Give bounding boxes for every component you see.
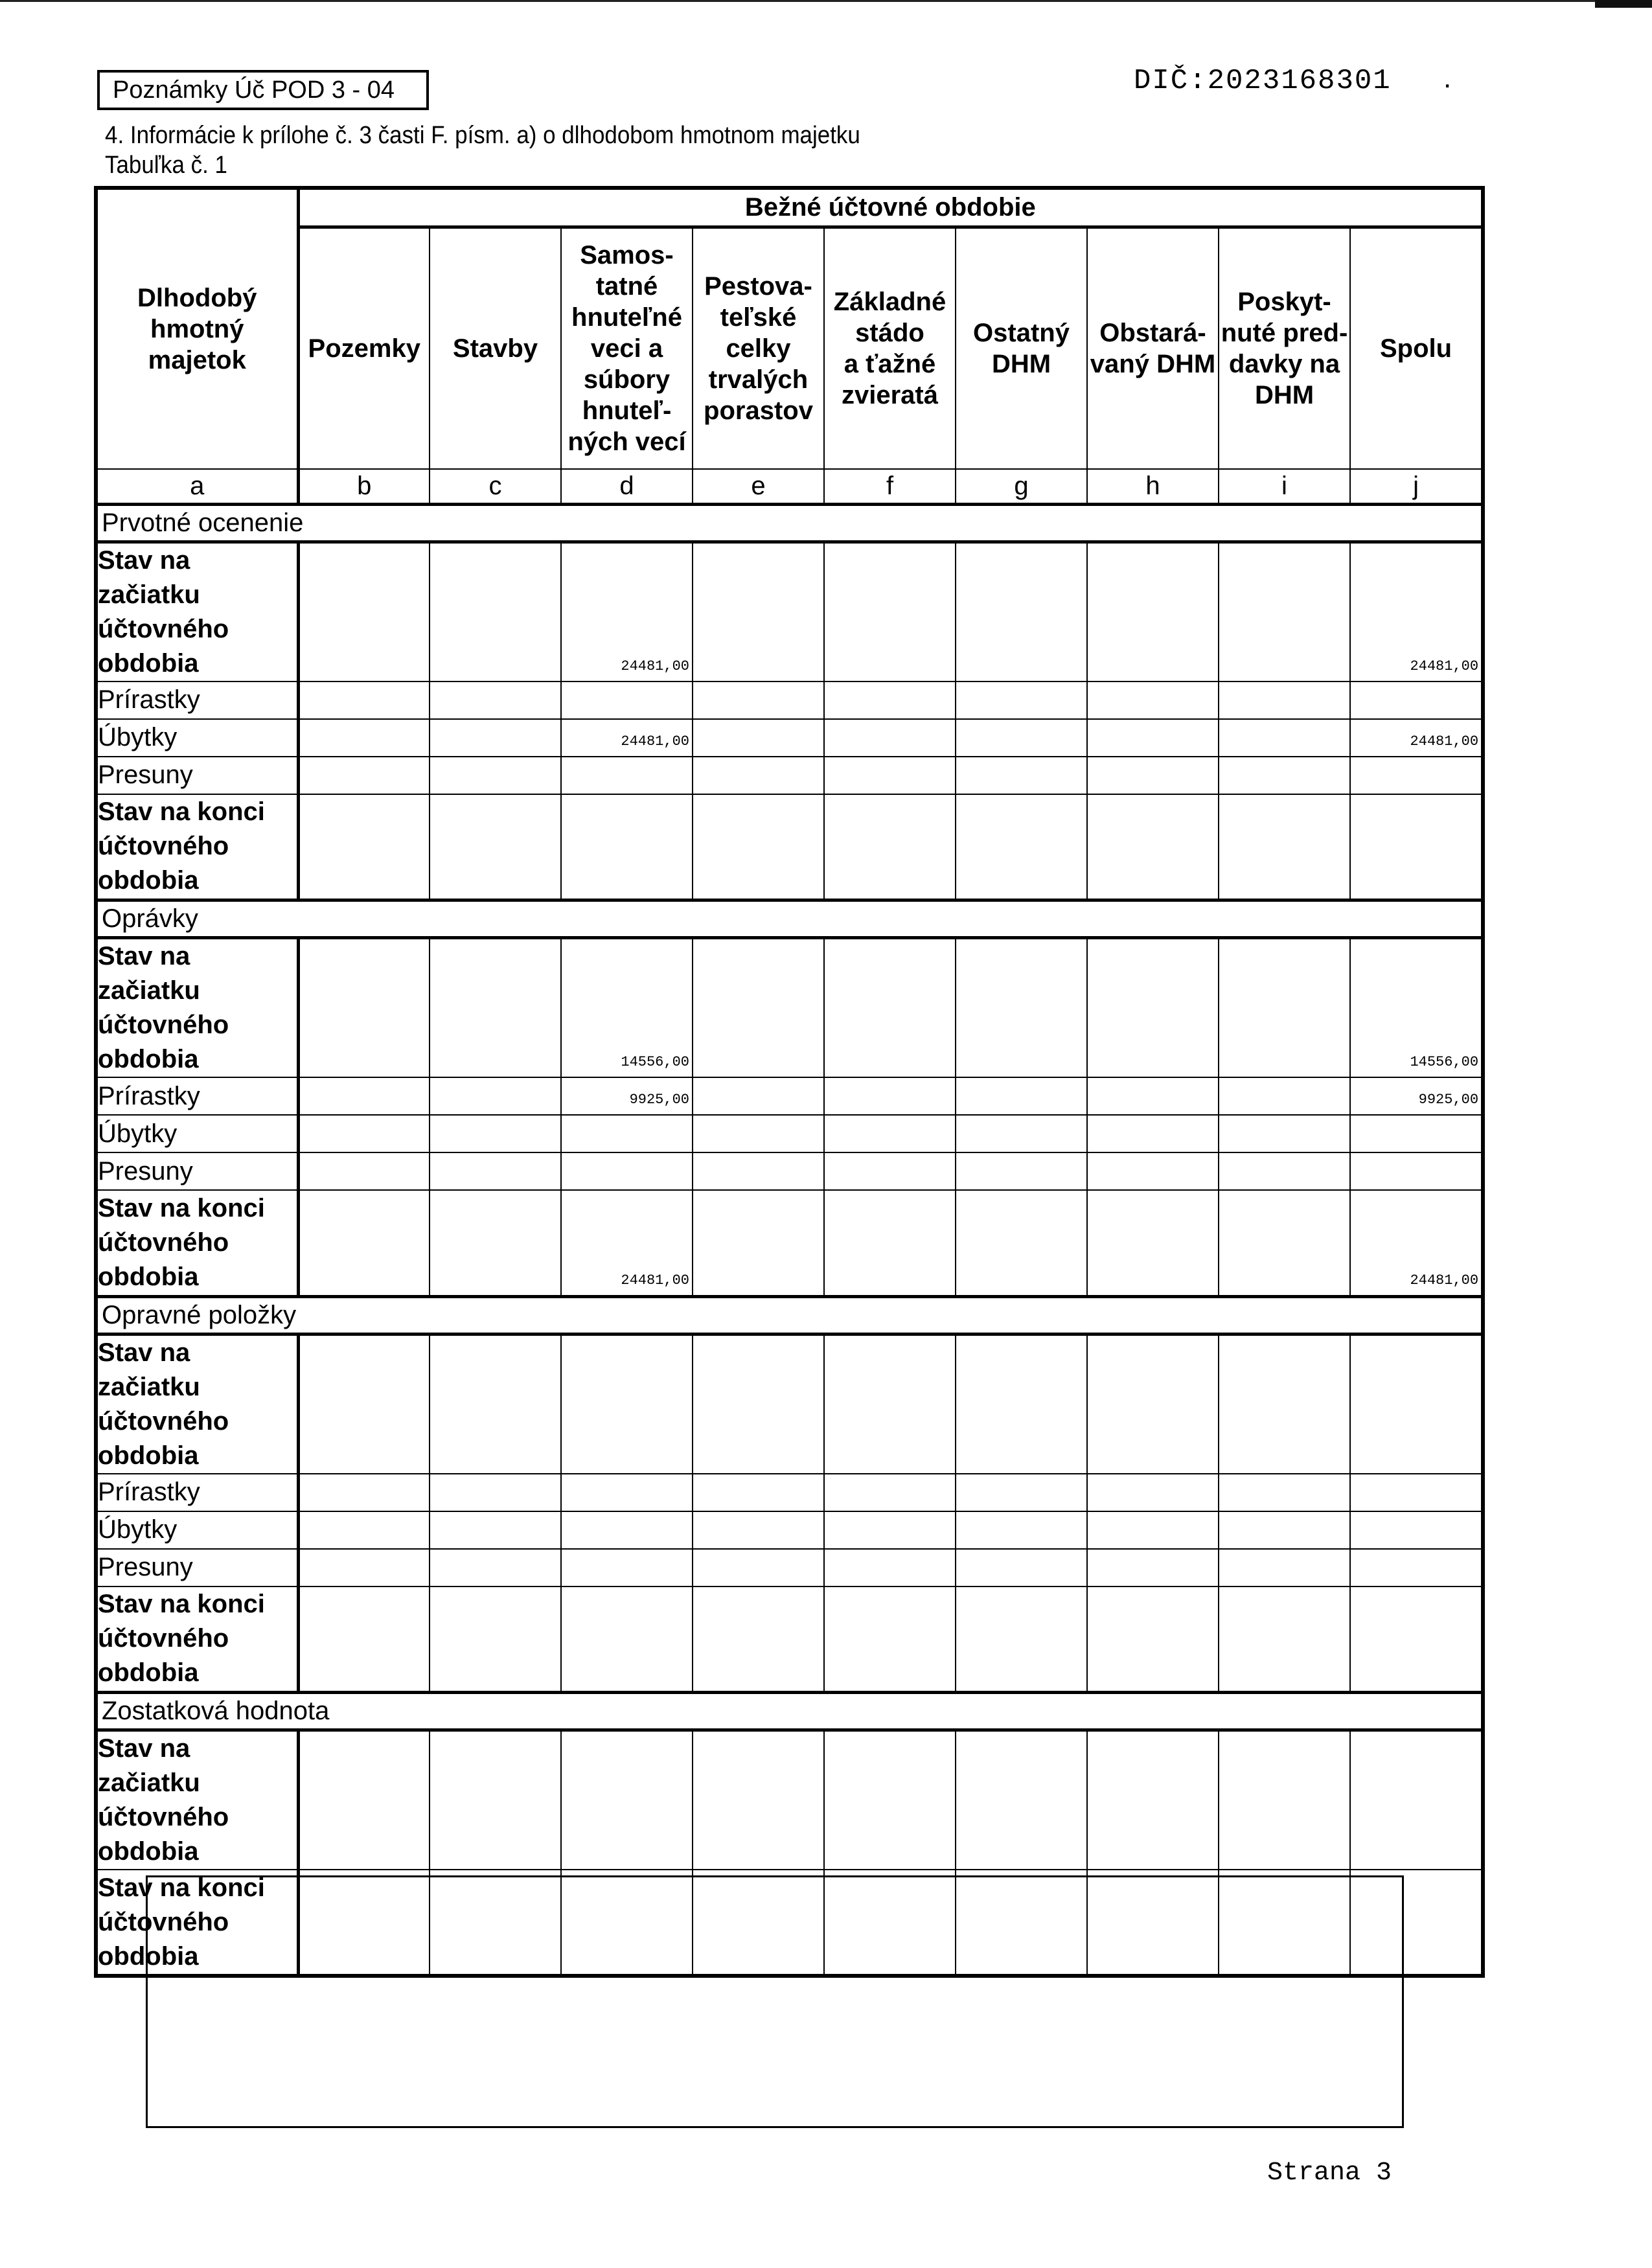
value-d: 9925,00 bbox=[629, 1092, 689, 1108]
value-cell-h[interactable] bbox=[1087, 1334, 1219, 1474]
value-cell-b[interactable] bbox=[298, 1077, 430, 1115]
value-cell-i[interactable] bbox=[1219, 794, 1350, 900]
value-cell-j[interactable] bbox=[1350, 1511, 1483, 1549]
value-cell-b[interactable] bbox=[298, 1474, 430, 1511]
value-cell-i[interactable] bbox=[1219, 542, 1350, 682]
value-cell-d[interactable] bbox=[561, 1511, 693, 1549]
value-cell-b[interactable] bbox=[298, 1549, 430, 1586]
value-cell-b[interactable] bbox=[298, 719, 430, 757]
column-header-d: Samos- tatné hnuteľné veci a súbory hnuteľ- ných vecí bbox=[561, 227, 693, 469]
value-cell-g[interactable] bbox=[956, 1115, 1087, 1152]
value-d: 14556,00 bbox=[621, 1054, 689, 1070]
value-cell-e[interactable] bbox=[693, 757, 824, 794]
section-row bbox=[96, 1296, 1483, 1334]
value-cell-e[interactable] bbox=[693, 794, 824, 900]
row-label: Úbytky bbox=[96, 719, 298, 757]
column-letter-d: d bbox=[561, 469, 693, 504]
value-cell-i[interactable] bbox=[1219, 1077, 1350, 1115]
value-cell-c[interactable] bbox=[430, 1115, 561, 1152]
value-cell-c[interactable] bbox=[430, 719, 561, 757]
value-cell-h[interactable] bbox=[1087, 719, 1219, 757]
value-cell-c[interactable] bbox=[430, 1334, 561, 1474]
value-cell-j[interactable] bbox=[1350, 1334, 1483, 1474]
value-cell-j[interactable] bbox=[1350, 1586, 1483, 1693]
column-letter-e: e bbox=[693, 469, 824, 504]
row-label: Stav na začiatku účtovného obdobia bbox=[96, 1334, 298, 1474]
value-cell-e[interactable] bbox=[693, 938, 824, 1078]
column-header-j: Spolu bbox=[1350, 227, 1483, 469]
value-cell-b[interactable] bbox=[298, 1334, 430, 1474]
value-cell-g[interactable] bbox=[956, 1152, 1087, 1190]
value-cell-h[interactable] bbox=[1087, 794, 1219, 900]
value-cell-g[interactable] bbox=[956, 719, 1087, 757]
table-row bbox=[96, 757, 1483, 794]
value-cell-e[interactable] bbox=[693, 682, 824, 719]
top-border-line bbox=[0, 0, 1652, 2]
value-cell-f[interactable] bbox=[824, 1190, 956, 1296]
table-row bbox=[96, 1511, 1483, 1549]
value-cell-d[interactable] bbox=[561, 1190, 693, 1296]
value-cell-j[interactable] bbox=[1350, 1077, 1483, 1115]
value-cell-c[interactable] bbox=[430, 1549, 561, 1586]
value-cell-g[interactable] bbox=[956, 1549, 1087, 1586]
value-j: 24481,00 bbox=[1410, 1272, 1479, 1289]
table-row bbox=[96, 794, 1483, 900]
value-cell-c[interactable] bbox=[430, 757, 561, 794]
value-cell-i[interactable] bbox=[1219, 1586, 1350, 1693]
value-cell-h[interactable] bbox=[1087, 682, 1219, 719]
value-d: 24481,00 bbox=[621, 1272, 689, 1289]
value-cell-i[interactable] bbox=[1219, 1730, 1350, 1870]
value-cell-g[interactable] bbox=[956, 1474, 1087, 1511]
value-j: 9925,00 bbox=[1418, 1092, 1479, 1108]
value-cell-f[interactable] bbox=[824, 1152, 956, 1190]
row-label: Stav na konci účtovného obdobia bbox=[96, 1190, 298, 1296]
value-cell-e[interactable] bbox=[693, 542, 824, 682]
value-cell-d[interactable] bbox=[561, 1334, 693, 1474]
value-cell-d[interactable] bbox=[561, 1730, 693, 1870]
first-column-header: Dlhodobý hmotný majetok bbox=[96, 188, 298, 469]
section-title: Opravné položky bbox=[96, 1296, 1483, 1334]
row-label: Presuny bbox=[96, 1549, 298, 1586]
value-cell-f[interactable] bbox=[824, 1115, 956, 1152]
value-d: 24481,00 bbox=[621, 733, 689, 750]
table-row bbox=[96, 1152, 1483, 1190]
value-cell-h[interactable] bbox=[1087, 1511, 1219, 1549]
header-row-columns bbox=[96, 227, 1483, 469]
value-cell-e[interactable] bbox=[693, 1549, 824, 1586]
value-d: 24481,00 bbox=[621, 658, 689, 674]
value-cell-i[interactable] bbox=[1219, 1152, 1350, 1190]
value-cell-h[interactable] bbox=[1087, 1152, 1219, 1190]
value-cell-g[interactable] bbox=[956, 938, 1087, 1078]
value-cell-d[interactable] bbox=[561, 794, 693, 900]
value-cell-g[interactable] bbox=[956, 1511, 1087, 1549]
value-cell-j[interactable] bbox=[1350, 719, 1483, 757]
column-header-g: Ostatný DHM bbox=[956, 227, 1087, 469]
value-cell-e[interactable] bbox=[693, 1474, 824, 1511]
value-cell-c[interactable] bbox=[430, 1586, 561, 1693]
value-cell-f[interactable] bbox=[824, 719, 956, 757]
value-j: 24481,00 bbox=[1410, 733, 1479, 750]
column-letter-i: i bbox=[1219, 469, 1350, 504]
value-cell-j[interactable] bbox=[1350, 794, 1483, 900]
column-letter-f: f bbox=[824, 469, 956, 504]
value-cell-f[interactable] bbox=[824, 1077, 956, 1115]
column-header-b: Pozemky bbox=[298, 227, 430, 469]
value-cell-g[interactable] bbox=[956, 1334, 1087, 1474]
value-cell-j[interactable] bbox=[1350, 1549, 1483, 1586]
value-cell-d[interactable] bbox=[561, 1474, 693, 1511]
value-cell-i[interactable] bbox=[1219, 938, 1350, 1078]
value-cell-g[interactable] bbox=[956, 542, 1087, 682]
value-cell-g[interactable] bbox=[956, 757, 1087, 794]
header-row-period bbox=[96, 188, 1483, 227]
table-row bbox=[96, 682, 1483, 719]
column-letter-b: b bbox=[298, 469, 430, 504]
value-cell-b[interactable] bbox=[298, 682, 430, 719]
row-label: Stav na začiatku účtovného obdobia bbox=[96, 938, 298, 1078]
value-cell-j[interactable] bbox=[1350, 938, 1483, 1078]
table-name: Tabuľka č. 1 bbox=[105, 152, 227, 179]
value-cell-c[interactable] bbox=[430, 542, 561, 682]
form-code-badge: Poznámky Úč POD 3 - 04 bbox=[97, 70, 429, 110]
value-cell-h[interactable] bbox=[1087, 1077, 1219, 1115]
value-cell-f[interactable] bbox=[824, 1730, 956, 1870]
value-cell-f[interactable] bbox=[824, 757, 956, 794]
value-cell-b[interactable] bbox=[298, 1511, 430, 1549]
section-row bbox=[96, 1693, 1483, 1730]
row-label: Úbytky bbox=[96, 1511, 298, 1549]
section-subtitle: 4. Informácie k prílohe č. 3 časti F. písm. a) o dlhodobom hmotnom majetku bbox=[105, 122, 860, 149]
top-corner-mark bbox=[1595, 0, 1652, 8]
tax-id: DIČ:2023168301 bbox=[1134, 65, 1392, 97]
value-cell-c[interactable] bbox=[430, 1190, 561, 1296]
value-cell-e[interactable] bbox=[693, 719, 824, 757]
value-cell-h[interactable] bbox=[1087, 1474, 1219, 1511]
value-cell-j[interactable] bbox=[1350, 1474, 1483, 1511]
table-row bbox=[96, 719, 1483, 757]
period-header: Bežné účtovné obdobie bbox=[298, 188, 1483, 227]
value-cell-j[interactable] bbox=[1350, 1152, 1483, 1190]
value-cell-i[interactable] bbox=[1219, 1549, 1350, 1586]
value-cell-d[interactable] bbox=[561, 1586, 693, 1693]
value-cell-b[interactable] bbox=[298, 794, 430, 900]
fixed-assets-table bbox=[94, 186, 1485, 1978]
value-cell-j[interactable] bbox=[1350, 757, 1483, 794]
column-letter-j: j bbox=[1350, 469, 1483, 504]
value-cell-g[interactable] bbox=[956, 1586, 1087, 1693]
row-label: Presuny bbox=[96, 757, 298, 794]
column-letter-c: c bbox=[430, 469, 561, 504]
column-letter-h: h bbox=[1087, 469, 1219, 504]
value-cell-g[interactable] bbox=[956, 1190, 1087, 1296]
value-cell-b[interactable] bbox=[298, 1115, 430, 1152]
row-label: Presuny bbox=[96, 1152, 298, 1190]
value-cell-h[interactable] bbox=[1087, 542, 1219, 682]
value-cell-f[interactable] bbox=[824, 1511, 956, 1549]
value-cell-j[interactable] bbox=[1350, 1115, 1483, 1152]
value-cell-c[interactable] bbox=[430, 1730, 561, 1870]
column-header-f: Základné stádo a ťažné zvieratá bbox=[824, 227, 956, 469]
value-cell-c[interactable] bbox=[430, 794, 561, 900]
section-row bbox=[96, 900, 1483, 938]
value-cell-j[interactable] bbox=[1350, 542, 1483, 682]
value-cell-d[interactable] bbox=[561, 1549, 693, 1586]
value-cell-h[interactable] bbox=[1087, 1549, 1219, 1586]
value-cell-c[interactable] bbox=[430, 1077, 561, 1115]
value-j: 24481,00 bbox=[1410, 658, 1479, 674]
value-cell-g[interactable] bbox=[956, 1730, 1087, 1870]
value-cell-b[interactable] bbox=[298, 1152, 430, 1190]
value-cell-d[interactable] bbox=[561, 757, 693, 794]
value-cell-h[interactable] bbox=[1087, 1730, 1219, 1870]
value-cell-h[interactable] bbox=[1087, 1190, 1219, 1296]
table-row bbox=[96, 542, 1483, 682]
row-label: Úbytky bbox=[96, 1115, 298, 1152]
row-label: Stav na konci účtovného obdobia bbox=[96, 794, 298, 900]
value-cell-j[interactable] bbox=[1350, 1730, 1483, 1870]
value-cell-f[interactable] bbox=[824, 794, 956, 900]
value-cell-i[interactable] bbox=[1219, 1334, 1350, 1474]
value-cell-f[interactable] bbox=[824, 682, 956, 719]
table-row bbox=[96, 1334, 1483, 1474]
column-letter-a: a bbox=[96, 469, 298, 504]
column-header-h: Obstará- vaný DHM bbox=[1087, 227, 1219, 469]
value-cell-f[interactable] bbox=[824, 1334, 956, 1474]
value-cell-c[interactable] bbox=[430, 1474, 561, 1511]
section-title: Prvotné ocenenie bbox=[96, 504, 1483, 542]
value-cell-b[interactable] bbox=[298, 938, 430, 1078]
notes-box[interactable] bbox=[146, 1875, 1404, 2128]
value-cell-j[interactable] bbox=[1350, 1190, 1483, 1296]
value-cell-g[interactable] bbox=[956, 682, 1087, 719]
value-cell-b[interactable] bbox=[298, 542, 430, 682]
row-label: Prírastky bbox=[96, 1474, 298, 1511]
value-cell-f[interactable] bbox=[824, 1586, 956, 1693]
section-title: Zostatková hodnota bbox=[96, 1693, 1483, 1730]
value-cell-e[interactable] bbox=[693, 1586, 824, 1693]
value-cell-h[interactable] bbox=[1087, 1586, 1219, 1693]
header-row-letters bbox=[96, 469, 1483, 504]
value-cell-e[interactable] bbox=[693, 1730, 824, 1870]
value-cell-d[interactable] bbox=[561, 682, 693, 719]
value-cell-e[interactable] bbox=[693, 1190, 824, 1296]
table-row bbox=[96, 1190, 1483, 1296]
column-header-i: Poskyt- nuté pred- davky na DHM bbox=[1219, 227, 1350, 469]
value-cell-d[interactable] bbox=[561, 719, 693, 757]
value-cell-f[interactable] bbox=[824, 1474, 956, 1511]
value-cell-h[interactable] bbox=[1087, 1115, 1219, 1152]
tax-id-trailing-dot: . bbox=[1443, 62, 1452, 94]
value-cell-h[interactable] bbox=[1087, 757, 1219, 794]
row-label: Prírastky bbox=[96, 682, 298, 719]
value-cell-c[interactable] bbox=[430, 682, 561, 719]
table-row bbox=[96, 1549, 1483, 1586]
section-row bbox=[96, 504, 1483, 542]
value-j: 14556,00 bbox=[1410, 1054, 1479, 1070]
value-cell-i[interactable] bbox=[1219, 719, 1350, 757]
value-cell-f[interactable] bbox=[824, 542, 956, 682]
value-cell-d[interactable] bbox=[561, 938, 693, 1078]
column-header-e: Pestova- teľské celky trvalých porastov bbox=[693, 227, 824, 469]
page-number: Strana 3 bbox=[1267, 2159, 1392, 2188]
row-label: Stav na konci účtovného obdobia bbox=[96, 1870, 298, 1976]
value-cell-e[interactable] bbox=[693, 1152, 824, 1190]
table-row bbox=[96, 938, 1483, 1078]
column-header-c: Stavby bbox=[430, 227, 561, 469]
value-cell-h[interactable] bbox=[1087, 938, 1219, 1078]
table-row bbox=[96, 1077, 1483, 1115]
value-cell-d[interactable] bbox=[561, 1077, 693, 1115]
row-label: Prírastky bbox=[96, 1077, 298, 1115]
table-row bbox=[96, 1474, 1483, 1511]
value-cell-j[interactable] bbox=[1350, 682, 1483, 719]
value-cell-e[interactable] bbox=[693, 1334, 824, 1474]
value-cell-c[interactable] bbox=[430, 1511, 561, 1549]
value-cell-i[interactable] bbox=[1219, 1511, 1350, 1549]
table-row bbox=[96, 1586, 1483, 1693]
value-cell-g[interactable] bbox=[956, 1077, 1087, 1115]
value-cell-b[interactable] bbox=[298, 1586, 430, 1693]
value-cell-e[interactable] bbox=[693, 1115, 824, 1152]
row-label: Stav na začiatku účtovného obdobia bbox=[96, 542, 298, 682]
value-cell-i[interactable] bbox=[1219, 1190, 1350, 1296]
value-cell-i[interactable] bbox=[1219, 1115, 1350, 1152]
value-cell-b[interactable] bbox=[298, 1190, 430, 1296]
value-cell-d[interactable] bbox=[561, 542, 693, 682]
table-row bbox=[96, 1730, 1483, 1870]
value-cell-b[interactable] bbox=[298, 1730, 430, 1870]
value-cell-b[interactable] bbox=[298, 757, 430, 794]
value-cell-i[interactable] bbox=[1219, 682, 1350, 719]
value-cell-i[interactable] bbox=[1219, 1474, 1350, 1511]
value-cell-c[interactable] bbox=[430, 938, 561, 1078]
value-cell-f[interactable] bbox=[824, 1549, 956, 1586]
value-cell-d[interactable] bbox=[561, 1152, 693, 1190]
value-cell-i[interactable] bbox=[1219, 757, 1350, 794]
table-row bbox=[96, 1115, 1483, 1152]
value-cell-f[interactable] bbox=[824, 938, 956, 1078]
value-cell-e[interactable] bbox=[693, 1077, 824, 1115]
value-cell-g[interactable] bbox=[956, 794, 1087, 900]
row-label: Stav na začiatku účtovného obdobia bbox=[96, 1730, 298, 1870]
column-letter-g: g bbox=[956, 469, 1087, 504]
value-cell-e[interactable] bbox=[693, 1511, 824, 1549]
value-cell-d[interactable] bbox=[561, 1115, 693, 1152]
row-label: Stav na konci účtovného obdobia bbox=[96, 1586, 298, 1693]
value-cell-c[interactable] bbox=[430, 1152, 561, 1190]
section-title: Oprávky bbox=[96, 900, 1483, 938]
